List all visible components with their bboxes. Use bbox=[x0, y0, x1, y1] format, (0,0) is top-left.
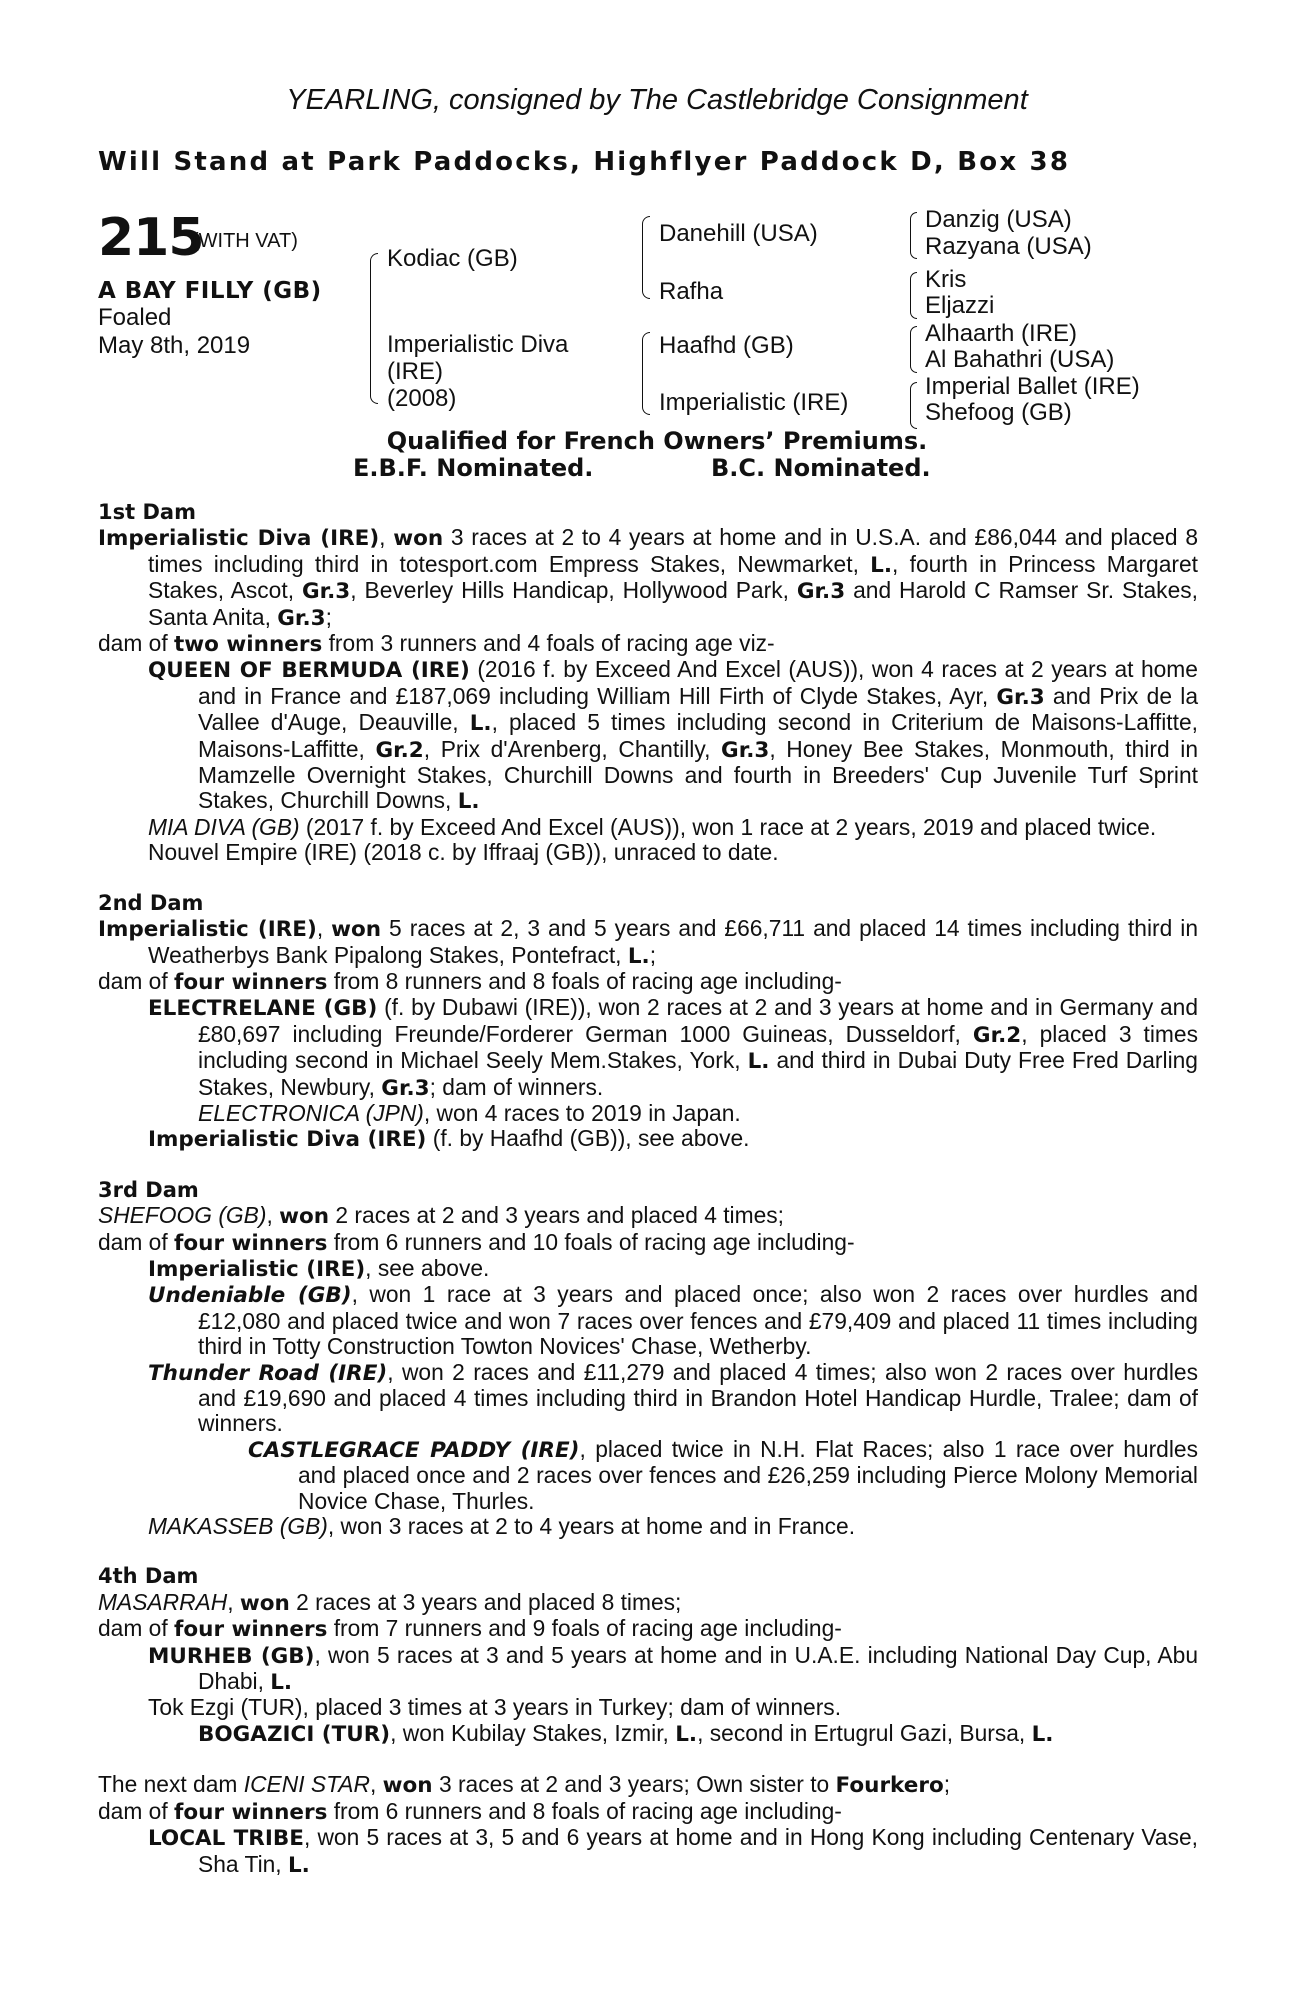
ssd: Razyana (USA) bbox=[925, 233, 1092, 260]
ebf-nominated: E.B.F. Nominated. bbox=[353, 454, 594, 482]
vat-note: (WITH VAT) bbox=[192, 230, 298, 252]
pedigree-brace bbox=[910, 272, 917, 297]
dam-sire: Haafhd (GB) bbox=[659, 332, 794, 359]
consignment-title: YEARLING, consigned by The Castlebridge Consignment bbox=[286, 84, 1028, 116]
pedigree-brace bbox=[370, 323, 378, 404]
dam3-produce-summary: dam of four winners from 6 runners and 10 foals of racing age including- bbox=[98, 1228, 855, 1256]
lot-number: 215 bbox=[98, 208, 204, 268]
dam1-produce-summary: dam of two winners from 3 runners and 4 foals of racing age viz- bbox=[98, 630, 775, 658]
dam4-produce-1: MURHEB (GB), won 5 races at 3 and 5 years at home and in U.A.E. including National Day Cup, Abu Dhabi, L. bbox=[148, 1641, 1198, 1696]
dam4-heading: 4th Dam bbox=[98, 1564, 199, 1589]
dam1-heading: 1st Dam bbox=[98, 500, 196, 524]
pedigree-brace bbox=[910, 326, 917, 351]
dsd: Al Bahathri (USA) bbox=[925, 346, 1115, 373]
dam3-heading: 3rd Dam bbox=[98, 1177, 199, 1202]
pedigree-brace bbox=[642, 332, 650, 375]
dam3-produce-1: Imperialistic (IRE), see above. bbox=[148, 1254, 490, 1282]
dds: Imperial Ballet (IRE) bbox=[925, 373, 1140, 400]
premium-qualification: Qualified for French Owners’ Premiums. bbox=[386, 427, 928, 455]
pedigree-brace bbox=[910, 296, 917, 319]
lot-name: A BAY FILLY (GB) bbox=[98, 278, 322, 304]
foaled-label: Foaled bbox=[98, 304, 172, 331]
dam1-produce-2: MIA DIVA (GB) (2017 f. by Exceed And Excel (AUS)), won 1 race at 2 years, 2019 and placed twice. bbox=[148, 813, 1157, 840]
bc-nominated: B.C. Nominated. bbox=[711, 454, 931, 482]
pedigree-brace bbox=[910, 382, 917, 407]
dam4-produce-2: Tok Ezgi (TUR), placed 3 times at 3 years in Turkey; dam of winners. bbox=[148, 1694, 842, 1721]
pedigree-brace bbox=[642, 374, 650, 415]
pedigree-brace bbox=[910, 350, 917, 373]
foaled-info bbox=[98, 304, 250, 360]
dss: Alhaarth (IRE) bbox=[925, 320, 1078, 347]
dam2-produce-summary: dam of four winners from 8 runners and 8 foals of racing age including- bbox=[98, 967, 842, 995]
dam2-record: Imperialistic (IRE), won 5 races at 2, 3 and 5 years and £66,711 and placed 14 times including third in Weatherbys Bank Pipalong Stakes, Pontefract, L.; bbox=[98, 915, 1199, 969]
dam2-produce-2: Imperialistic Diva (IRE) (f. by Haafhd (GB)), see above. bbox=[148, 1125, 750, 1153]
dam1-produce-1: QUEEN OF BERMUDA (IRE) (2016 f. by Exceed And Excel (AUS)), won 4 races at 2 years at home and in France and £187,069 including William Hill Firth of Clyde Stakes, Ayr, Gr.3 and Prix de la Vallee d'Auge, Deauville, L., placed 5 times including second in Criterium de Maisons-Laffitte, Maisons-Laffitte, Gr.2, Prix d'Arenberg, Chantilly, Gr.3, Honey Bee Stakes, Monmouth, third in Mamzelle Overnight Stakes, Churchill Downs and fourth in Breeders' Cup Juvenile Turf Sprint Stakes, Churchill Downs, L. bbox=[148, 656, 1199, 815]
next-dam-produce-1: LOCAL TRIBE, won 5 races at 3, 5 and 6 years at home and in Hong Kong including Centenary Vase, Sha Tin, L. bbox=[148, 1824, 1199, 1878]
dam3-produce-3a: CASTLEGRACE PADDY (IRE), placed twice in N.H. Flat Races; also 1 race over hurdles and placed once and 2 races over fences and £26,259 including Pierce Molony Memorial Novice Chase, Thurles. bbox=[248, 1435, 1199, 1514]
dam3-produce-2: Undeniable (GB), won 1 race at 3 years and placed once; also won 2 races over hurdles and £12,080 and placed twice and won 7 races over fences and £79,409 and placed 11 times including third in Totty Construction Towton Novices' Chase, Wetherby. bbox=[148, 1281, 1198, 1360]
dam2-heading: 2nd Dam bbox=[98, 890, 204, 915]
dam-line-3: (2008) bbox=[387, 385, 457, 412]
pedigree-brace bbox=[910, 406, 917, 429]
sss: Danzig (USA) bbox=[925, 206, 1072, 233]
pedigree-brace bbox=[370, 253, 378, 324]
next-dam-produce-summary: dam of four winners from 6 runners and 8 foals of racing age including- bbox=[98, 1797, 842, 1825]
dam-line-1: Imperialistic Diva bbox=[387, 331, 569, 358]
dam-dam: Imperialistic (IRE) bbox=[659, 389, 849, 416]
catalogue-body bbox=[98, 500, 1198, 1878]
dam1-record: Imperialistic Diva (IRE), won 3 races at 2 to 4 years at home and in U.S.A. and £86,044 and placed 8 times including third in totesport.com Empress Stakes, Newmarket, L., fourth in Princess Margaret Stakes, Ascot, Gr.3, Beverley Hills Handicap, Hollywood Park, Gr.3 and Harold C Ramser Sr. Stakes, Santa Anita, Gr.3; bbox=[98, 524, 1199, 631]
dam3-produce-4: MAKASSEB (GB), won 3 races at 2 to 4 years at home and in France. bbox=[148, 1513, 856, 1540]
sdd: Eljazzi bbox=[925, 292, 995, 319]
pedigree-brace bbox=[642, 216, 650, 259]
dam2-produce-1: ELECTRELANE (GB) (f. by Dubawi (IRE)), won 2 races at 2 and 3 years at home and in Germany and £80,697 including Freunde/Forderer German 1000 Guineas, Dusseldorf, Gr.2, placed 3 times including second in Michael Seely Mem.Stakes, York, L. and third in Dubai Duty Free Fred Darling Stakes, Newbury, Gr.3; dam of winners. bbox=[148, 994, 1198, 1101]
sire: Kodiac (GB) bbox=[387, 245, 518, 272]
sire-dam: Rafha bbox=[659, 278, 724, 305]
dam4-produce-summary: dam of four winners from 7 runners and 9 foals of racing age including- bbox=[98, 1615, 842, 1643]
dam3-produce-3: Thunder Road (IRE), won 2 races and £11,279 and placed 4 times; also won 2 races over hurdles and £19,690 and placed 4 times including third in Brandon Hotel Handicap Hurdle, Tralee; dam of winners. bbox=[148, 1358, 1198, 1437]
pedigree-brace bbox=[642, 258, 650, 299]
dam3-record: SHEFOOG (GB), won 2 races at 2 and 3 years and placed 4 times; bbox=[98, 1202, 785, 1230]
stand-location: Will Stand at Park Paddocks, Highflyer Paddock D, Box 38 bbox=[98, 147, 1071, 177]
pedigree-brace bbox=[910, 236, 917, 259]
dam2-produce-1a: ELECTRONICA (JPN), won 4 races to 2019 in Japan. bbox=[198, 1099, 741, 1126]
ddd: Shefoog (GB) bbox=[925, 399, 1072, 426]
pedigree-brace bbox=[910, 212, 917, 237]
foaled-date: May 8th, 2019 bbox=[98, 332, 251, 359]
dam-line-2: (IRE) bbox=[387, 358, 443, 385]
next-dam-record: The next dam ICENI STAR, won 3 races at 2 and 3 years; Own sister to Fourkero; bbox=[98, 1771, 951, 1799]
sds: Kris bbox=[925, 266, 967, 293]
sire-sire: Danehill (USA) bbox=[659, 220, 818, 247]
dam4-produce-2a: BOGAZICI (TUR), won Kubilay Stakes, Izmir, L., second in Ertugrul Gazi, Bursa, L. bbox=[198, 1719, 1054, 1747]
dam1-produce-3: Nouvel Empire (IRE) (2018 c. by Iffraaj (GB)), unraced to date. bbox=[148, 839, 779, 866]
dam4-record: MASARRAH, won 2 races at 3 years and placed 8 times; bbox=[98, 1588, 682, 1616]
